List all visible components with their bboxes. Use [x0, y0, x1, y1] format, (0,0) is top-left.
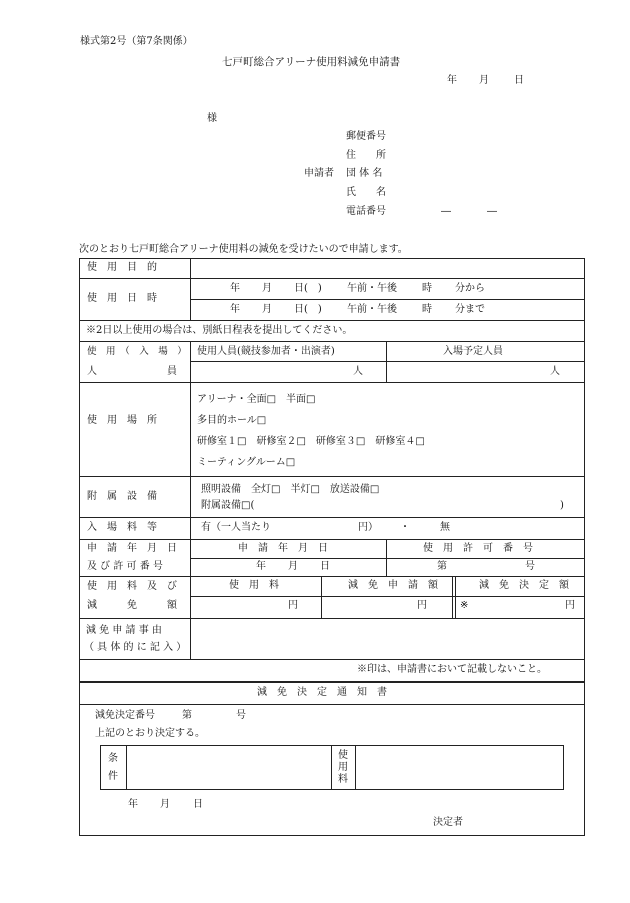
- to-year: 年: [230, 304, 240, 315]
- from-suffix: 分から: [455, 283, 485, 294]
- page-title: 七戸町総合アリーナ使用料減免申請書: [222, 56, 401, 68]
- apply-label-2: 及 び 許 可 番 号: [87, 561, 163, 572]
- usage-people-label-1: 使 用 （ 入 場 ）: [87, 346, 187, 357]
- equipment-close-paren: ): [560, 500, 564, 511]
- users-unit: 人: [353, 366, 363, 377]
- place-option-arena[interactable]: アリーナ・全面□ 半面□: [197, 394, 316, 405]
- charge-label-2: 減 免 額: [87, 600, 177, 611]
- intro-text: 次のとおり七戸町総合アリーナ使用料の減免を受けたいので申請します。: [79, 244, 408, 255]
- reason-field[interactable]: [192, 620, 582, 657]
- place-option-meeting[interactable]: ミーティングルーム□: [197, 457, 296, 468]
- decision-go: 号: [236, 710, 246, 721]
- charge-yen: 円: [288, 600, 298, 611]
- decision-month: 月: [160, 799, 170, 810]
- equipment-line-1[interactable]: 照明設備 全灯□ 半灯□ 放送設備□: [201, 484, 380, 495]
- date-year: 年: [447, 75, 457, 86]
- datetime-label: 使 用 日 時: [87, 293, 157, 304]
- condition-char-2: 件: [108, 771, 118, 782]
- entrants-header: 入場予定人員: [443, 346, 503, 357]
- addressee-sama: 様: [207, 113, 217, 124]
- reduce-request-header: 減 免 申 請 額: [348, 580, 438, 591]
- charge-header: 使 用 料: [229, 580, 279, 591]
- equipment-label: 附 属 設 備: [87, 491, 157, 502]
- address-label: 住 所: [346, 150, 386, 161]
- office-note: ※印は、申請書において記載しないこと。: [357, 664, 547, 675]
- decider-label: 決定者: [433, 817, 463, 828]
- fee-vertical-3: 料: [338, 774, 348, 785]
- office-mark: ※: [460, 600, 469, 611]
- reduce-request-yen: 円: [417, 600, 427, 611]
- decision-sentence: 上記のとおり決定する。: [95, 728, 205, 739]
- place-option-hall[interactable]: 多目的ホール□: [197, 415, 267, 426]
- fee-vertical-1: 使: [338, 750, 348, 761]
- from-ampm: 午前・午後: [347, 283, 397, 294]
- purpose-label: 使 用 目 的: [87, 262, 157, 273]
- fee-dot: ・: [400, 522, 410, 533]
- decision-day: 日: [193, 799, 203, 810]
- fee-yes[interactable]: 有（一人当たり: [201, 522, 271, 533]
- apply-year: 年: [256, 561, 266, 572]
- decision-year: 年: [128, 799, 138, 810]
- equipment-line-2[interactable]: 附属設備□(: [201, 500, 255, 511]
- apply-day: 日: [320, 561, 330, 572]
- reduce-decision-yen: 円: [565, 600, 575, 611]
- phone-dash-2: ―: [487, 206, 497, 217]
- name-label: 氏 名: [346, 187, 386, 198]
- fee-vertical-2: 用: [338, 762, 348, 773]
- phone-dash-1: ―: [441, 206, 451, 217]
- to-ampm: 午前・午後: [347, 304, 397, 315]
- from-year: 年: [230, 283, 240, 294]
- apply-label-1: 申 請 年 月 日: [87, 543, 177, 554]
- applicant-label: 申請者: [304, 168, 334, 179]
- reduce-decision-header: 減 免 決 定 額: [479, 580, 569, 591]
- fee-label: 入 場 料 等: [87, 522, 157, 533]
- to-suffix: 分まで: [455, 304, 485, 315]
- permit-dai: 第: [437, 561, 447, 572]
- form-number: 様式第2号（第7条関係）: [80, 36, 193, 47]
- postal-label: 郵便番号: [346, 131, 386, 142]
- reason-label-1: 減 免 申 請 事 由: [86, 625, 162, 636]
- date-day: 日: [514, 75, 524, 86]
- to-day: 日( ): [294, 304, 322, 315]
- place-label: 使 用 場 所: [87, 415, 157, 426]
- users-header: 使用人員(競技参加者・出演者): [197, 346, 335, 357]
- to-hour: 時: [422, 304, 432, 315]
- from-month: 月: [262, 283, 272, 294]
- reason-label-2: （ 具 体 的 に 記 入 ）: [84, 642, 187, 653]
- entrants-unit: 人: [550, 366, 560, 377]
- condition-char-1: 条: [108, 753, 118, 764]
- condition-box: [100, 745, 564, 790]
- apply-month: 月: [288, 561, 298, 572]
- date-month: 月: [479, 75, 489, 86]
- decision-title: 減 免 決 定 通 知 書: [257, 687, 387, 698]
- from-hour: 時: [422, 283, 432, 294]
- group-label: 団 体 名: [346, 168, 383, 179]
- decision-number-label: 減免決定番号: [95, 710, 155, 721]
- charge-label-1: 使 用 料 及 び: [87, 581, 177, 592]
- place-option-training[interactable]: 研修室１□ 研修室２□ 研修室３□ 研修室４□: [197, 436, 425, 447]
- phone-label: 電話番号: [346, 206, 386, 217]
- fee-yen: 円）: [358, 522, 378, 533]
- usage-people-label-2: 人 員: [87, 366, 177, 377]
- decision-dai: 第: [182, 710, 192, 721]
- permit-go: 号: [525, 561, 535, 572]
- from-day: 日( ): [294, 283, 322, 294]
- fee-no[interactable]: 無: [440, 522, 450, 533]
- purpose-field[interactable]: [192, 260, 582, 276]
- permit-header: 使 用 許 可 番 号: [423, 543, 533, 554]
- multi-day-note: ※2日以上使用の場合は、別紙日程表を提出してください。: [86, 325, 353, 336]
- to-month: 月: [262, 304, 272, 315]
- apply-date-header: 申 請 年 月 日: [238, 543, 328, 554]
